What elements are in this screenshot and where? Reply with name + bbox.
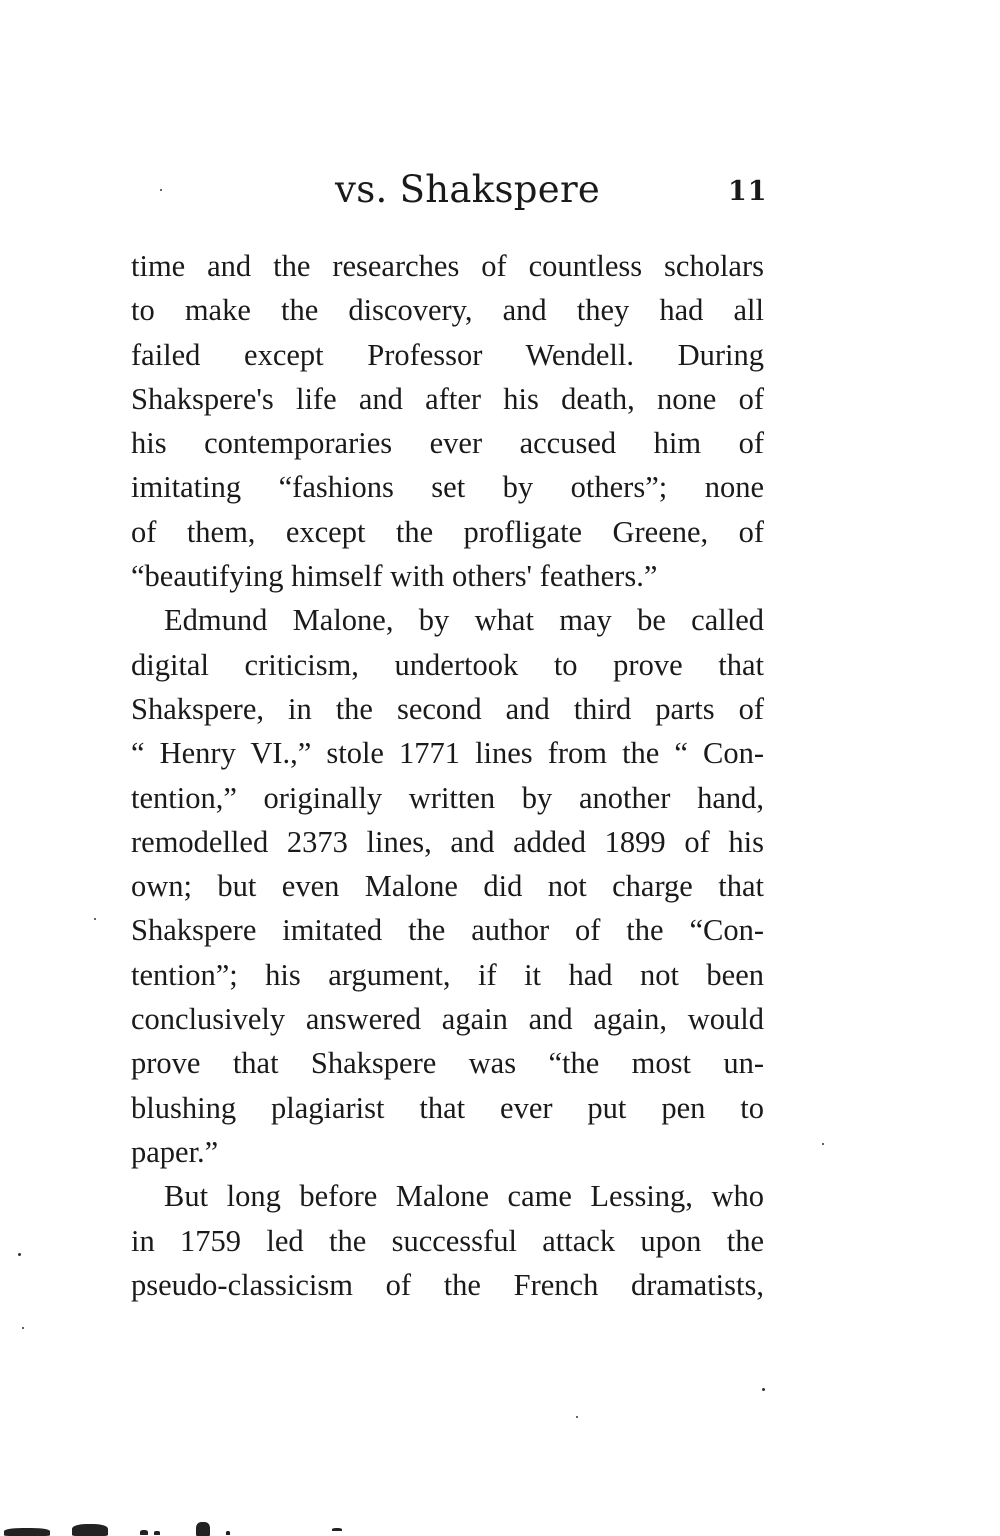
scan-speck — [762, 1388, 765, 1391]
text-line: failed except Professor Wendell. During — [131, 337, 764, 372]
text-line: conclusively answered again and again, would — [131, 1002, 764, 1037]
paragraph-start-line: Edmund Malone, by what may be called — [164, 603, 764, 638]
text-line: Shakspere, in the second and third parts of — [131, 691, 764, 726]
text-line: Shakspere imitated the author of the “Con- — [131, 913, 764, 948]
text-line: in 1759 led the successful attack upon the — [131, 1223, 764, 1258]
scan-speck — [160, 189, 162, 191]
scan-blot — [4, 1528, 50, 1536]
scan-speck — [22, 1327, 24, 1329]
text-line: his contemporaries ever accused him of — [131, 426, 764, 461]
scan-edge-marks — [0, 1518, 360, 1536]
scan-speck — [822, 1143, 824, 1145]
scan-blot — [140, 1530, 148, 1535]
scan-blot — [72, 1524, 108, 1536]
text-line: imitating “fashions set by others”; none — [131, 470, 764, 505]
scan-speck — [576, 1416, 578, 1418]
text-line: “ Henry VI.,” stole 1771 lines from the “ Con- — [131, 736, 764, 771]
body-text — [131, 244, 764, 1307]
text-line: prove that Shakspere was “the most un- — [131, 1046, 764, 1081]
text-line: pseudo-classicism of the French dramatists, — [131, 1267, 764, 1302]
running-head — [0, 166, 1000, 216]
text-line: paper.” — [131, 1134, 219, 1169]
scan-blot — [196, 1522, 210, 1536]
text-line: time and the researches of countless scholars — [131, 249, 764, 283]
running-title: vs. Shakspere — [335, 168, 601, 211]
text-line: remodelled 2373 lines, and added 1899 of his — [131, 824, 764, 859]
text-line: to make the discovery, and they had all — [131, 293, 764, 328]
text-line: blushing plagiarist that ever put pen to — [131, 1090, 764, 1125]
paragraph-start-line: But long before Malone came Lessing, who — [164, 1179, 764, 1214]
scan-blot — [226, 1531, 230, 1535]
text-line: own; but even Malone did not charge that — [131, 869, 764, 904]
scan-speck — [94, 918, 96, 920]
text-line: “beautifying himself with others' feathers.” — [131, 559, 658, 594]
scan-blot — [332, 1528, 342, 1531]
text-line: tention”; his argument, if it had not been — [131, 957, 764, 992]
text-line: digital criticism, undertook to prove that — [131, 647, 764, 682]
page-number: 11 — [728, 176, 768, 207]
text-line: tention,” originally written by another hand, — [131, 780, 764, 815]
text-line: Shakspere's life and after his death, none of — [131, 381, 764, 416]
scan-speck — [18, 1253, 21, 1256]
scan-blot — [154, 1531, 160, 1535]
text-line: of them, except the profligate Greene, of — [131, 514, 764, 549]
